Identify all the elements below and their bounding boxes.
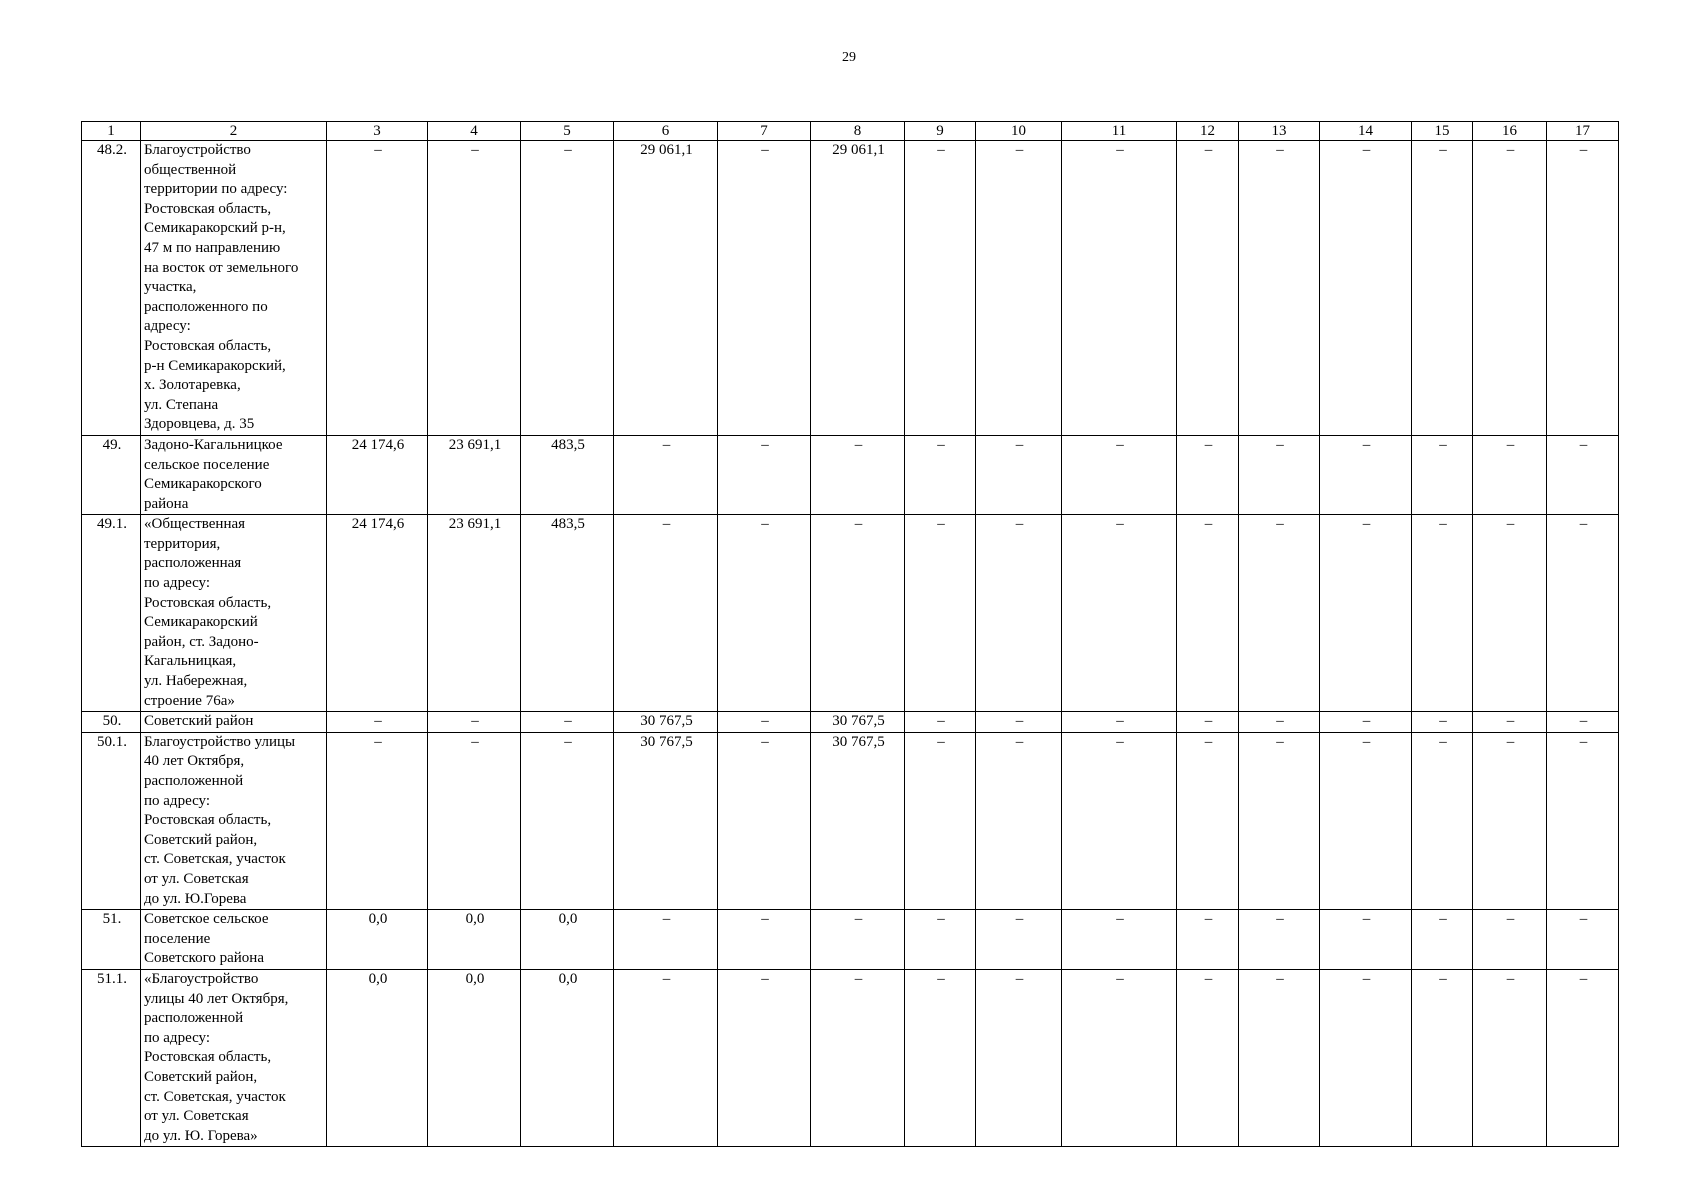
value-cell-col-12: – (1177, 712, 1239, 733)
row-name: «Благоустройство улицы 40 лет Октября, расположенной по адресу: Ростовская область, Советский район, ст. Советская, участок от ул. Советская до ул. Ю. Горева» (141, 969, 327, 1146)
value-cell-col-15: – (1412, 732, 1473, 909)
value-cell-col-9: – (905, 515, 976, 712)
value-cell-col-17: – (1547, 515, 1619, 712)
value-cell-col-14: – (1320, 141, 1412, 436)
value-cell-col-16: – (1473, 141, 1547, 436)
column-number-row (82, 122, 1619, 141)
table-row (82, 712, 1619, 733)
value-cell-col-11: – (1062, 969, 1177, 1146)
value-cell-col-13: – (1239, 732, 1320, 909)
value-cell-col-17: – (1547, 910, 1619, 970)
value-cell-col-9: – (905, 141, 976, 436)
row-number: 50. (82, 712, 141, 733)
column-number-1: 1 (82, 122, 141, 141)
value-cell-col-11: – (1062, 141, 1177, 436)
column-number-8: 8 (811, 122, 905, 141)
value-cell-col-8: 29 061,1 (811, 141, 905, 436)
value-cell-col-14: – (1320, 732, 1412, 909)
value-cell-col-16: – (1473, 515, 1547, 712)
value-cell-col-4: – (428, 141, 521, 436)
value-cell-col-5: 0,0 (521, 969, 614, 1146)
value-cell-col-10: – (976, 910, 1062, 970)
value-cell-col-5: – (521, 712, 614, 733)
value-cell-col-12: – (1177, 910, 1239, 970)
column-number-7: 7 (718, 122, 811, 141)
row-name: Благоустройство улицы 40 лет Октября, расположенной по адресу: Ростовская область, Советский район, ст. Советская, участок от ул. Советская до ул. Ю.Горева (141, 732, 327, 909)
value-cell-col-6: 29 061,1 (614, 141, 718, 436)
value-cell-col-5: 0,0 (521, 910, 614, 970)
value-cell-col-7: – (718, 910, 811, 970)
value-cell-col-12: – (1177, 969, 1239, 1146)
value-cell-col-15: – (1412, 910, 1473, 970)
column-number-13: 13 (1239, 122, 1320, 141)
row-name: «Общественная территория, расположенная по адресу: Ростовская область, Семикаракорский район, ст. Задоно- Кагальницкая, ул. Набережная, строение 76а» (141, 515, 327, 712)
row-number: 51.1. (82, 969, 141, 1146)
value-cell-col-16: – (1473, 712, 1547, 733)
value-cell-col-3: – (327, 732, 428, 909)
column-number-12: 12 (1177, 122, 1239, 141)
row-number: 51. (82, 910, 141, 970)
value-cell-col-15: – (1412, 515, 1473, 712)
row-name: Благоустройство общественной территории по адресу: Ростовская область, Семикаракорский р-н, 47 м по направлению на восток от земельного участка, расположенного по адресу: Ростовская область, р-н Семикаракорский, х. Золотаревка, ул. Степана Здоровцева, д. 35 (141, 141, 327, 436)
value-cell-col-16: – (1473, 969, 1547, 1146)
value-cell-col-17: – (1547, 435, 1619, 514)
value-cell-col-6: 30 767,5 (614, 732, 718, 909)
value-cell-col-7: – (718, 435, 811, 514)
value-cell-col-12: – (1177, 141, 1239, 436)
table-row (82, 515, 1619, 712)
value-cell-col-6: – (614, 910, 718, 970)
value-cell-col-7: – (718, 712, 811, 733)
value-cell-col-4: 0,0 (428, 910, 521, 970)
value-cell-col-9: – (905, 969, 976, 1146)
value-cell-col-5: 483,5 (521, 515, 614, 712)
value-cell-col-6: – (614, 969, 718, 1146)
value-cell-col-3: – (327, 141, 428, 436)
value-cell-col-17: – (1547, 712, 1619, 733)
value-cell-col-4: 23 691,1 (428, 515, 521, 712)
value-cell-col-9: – (905, 435, 976, 514)
value-cell-col-8: – (811, 910, 905, 970)
value-cell-col-3: 0,0 (327, 969, 428, 1146)
value-cell-col-14: – (1320, 910, 1412, 970)
row-name: Советский район (141, 712, 327, 733)
value-cell-col-7: – (718, 141, 811, 436)
value-cell-col-15: – (1412, 969, 1473, 1146)
column-number-6: 6 (614, 122, 718, 141)
value-cell-col-8: – (811, 969, 905, 1146)
value-cell-col-8: – (811, 435, 905, 514)
value-cell-col-10: – (976, 435, 1062, 514)
column-number-15: 15 (1412, 122, 1473, 141)
value-cell-col-13: – (1239, 712, 1320, 733)
value-cell-col-8: – (811, 515, 905, 712)
value-cell-col-9: – (905, 732, 976, 909)
value-cell-col-12: – (1177, 435, 1239, 514)
value-cell-col-10: – (976, 969, 1062, 1146)
value-cell-col-14: – (1320, 712, 1412, 733)
value-cell-col-11: – (1062, 435, 1177, 514)
column-number-3: 3 (327, 122, 428, 141)
row-number: 48.2. (82, 141, 141, 436)
value-cell-col-14: – (1320, 515, 1412, 712)
column-number-2: 2 (141, 122, 327, 141)
value-cell-col-8: 30 767,5 (811, 712, 905, 733)
row-name: Советское сельское поселение Советского района (141, 910, 327, 970)
value-cell-col-8: 30 767,5 (811, 732, 905, 909)
value-cell-col-10: – (976, 712, 1062, 733)
value-cell-col-15: – (1412, 141, 1473, 436)
table-row (82, 141, 1619, 436)
value-cell-col-3: 0,0 (327, 910, 428, 970)
value-cell-col-13: – (1239, 969, 1320, 1146)
value-cell-col-4: – (428, 712, 521, 733)
value-cell-col-3: 24 174,6 (327, 515, 428, 712)
column-number-5: 5 (521, 122, 614, 141)
column-number-16: 16 (1473, 122, 1547, 141)
value-cell-col-17: – (1547, 141, 1619, 436)
value-cell-col-16: – (1473, 435, 1547, 514)
column-number-14: 14 (1320, 122, 1412, 141)
value-cell-col-13: – (1239, 515, 1320, 712)
value-cell-col-7: – (718, 515, 811, 712)
value-cell-col-4: 0,0 (428, 969, 521, 1146)
value-cell-col-14: – (1320, 435, 1412, 514)
value-cell-col-13: – (1239, 910, 1320, 970)
column-number-10: 10 (976, 122, 1062, 141)
value-cell-col-10: – (976, 141, 1062, 436)
value-cell-col-3: 24 174,6 (327, 435, 428, 514)
value-cell-col-16: – (1473, 732, 1547, 909)
value-cell-col-6: 30 767,5 (614, 712, 718, 733)
value-cell-col-4: 23 691,1 (428, 435, 521, 514)
column-number-17: 17 (1547, 122, 1619, 141)
row-number: 50.1. (82, 732, 141, 909)
value-cell-col-17: – (1547, 969, 1619, 1146)
value-cell-col-9: – (905, 712, 976, 733)
row-number: 49. (82, 435, 141, 514)
value-cell-col-7: – (718, 732, 811, 909)
column-number-11: 11 (1062, 122, 1177, 141)
value-cell-col-7: – (718, 969, 811, 1146)
value-cell-col-15: – (1412, 712, 1473, 733)
value-cell-col-4: – (428, 732, 521, 909)
value-cell-col-13: – (1239, 141, 1320, 436)
value-cell-col-11: – (1062, 515, 1177, 712)
table-row (82, 969, 1619, 1146)
table-row (82, 732, 1619, 909)
value-cell-col-10: – (976, 732, 1062, 909)
value-cell-col-12: – (1177, 732, 1239, 909)
table-row (82, 910, 1619, 970)
value-cell-col-5: – (521, 141, 614, 436)
value-cell-col-12: – (1177, 515, 1239, 712)
value-cell-col-6: – (614, 435, 718, 514)
row-number: 49.1. (82, 515, 141, 712)
value-cell-col-11: – (1062, 732, 1177, 909)
value-cell-col-10: – (976, 515, 1062, 712)
table-row (82, 435, 1619, 514)
column-number-9: 9 (905, 122, 976, 141)
budget-table (81, 121, 1619, 1147)
value-cell-col-14: – (1320, 969, 1412, 1146)
value-cell-col-11: – (1062, 712, 1177, 733)
row-name: Задоно-Кагальницкое сельское поселение Семикаракорского района (141, 435, 327, 514)
value-cell-col-13: – (1239, 435, 1320, 514)
value-cell-col-5: – (521, 732, 614, 909)
value-cell-col-11: – (1062, 910, 1177, 970)
value-cell-col-15: – (1412, 435, 1473, 514)
page-number: 29 (842, 50, 856, 65)
value-cell-col-3: – (327, 712, 428, 733)
value-cell-col-5: 483,5 (521, 435, 614, 514)
value-cell-col-16: – (1473, 910, 1547, 970)
column-number-4: 4 (428, 122, 521, 141)
value-cell-col-9: – (905, 910, 976, 970)
value-cell-col-6: – (614, 515, 718, 712)
value-cell-col-17: – (1547, 732, 1619, 909)
